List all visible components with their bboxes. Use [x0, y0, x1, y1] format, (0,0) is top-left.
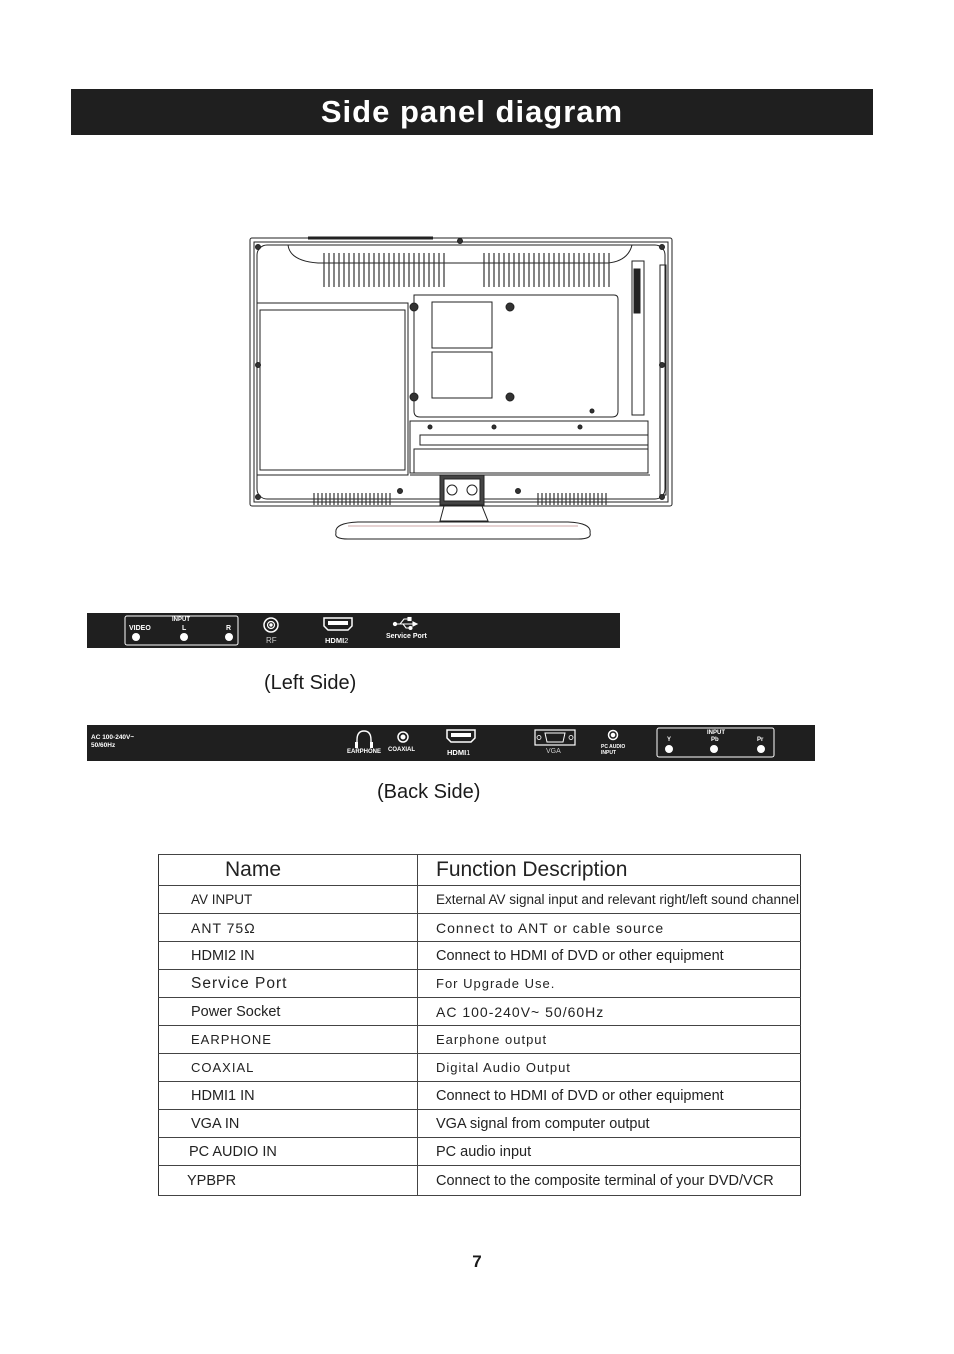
- coaxial-label: COAXIAL: [388, 747, 415, 753]
- row-name: ANT 75Ω: [159, 914, 418, 942]
- audio-l-jack-icon: [181, 634, 188, 641]
- audio-l-label: L: [182, 625, 187, 632]
- row-name: Power Socket: [159, 998, 418, 1026]
- earphone-label: EARPHONE: [347, 749, 382, 755]
- audio-r-jack-icon: [226, 634, 233, 641]
- row-desc: PC audio input: [418, 1138, 801, 1166]
- function-table: [158, 854, 801, 1196]
- row-desc: AC 100-240V~ 50/60Hz: [418, 998, 801, 1026]
- earphone-icon: [357, 731, 371, 745]
- table-row: [159, 1026, 801, 1054]
- row-name: HDMI2 IN: [159, 942, 418, 970]
- header-name: Name: [159, 855, 418, 886]
- rf-label: RF: [266, 636, 277, 645]
- left-side-caption: (Left Side): [264, 672, 357, 694]
- left-side-panel: [87, 613, 620, 648]
- row-desc: For Upgrade Use.: [418, 970, 801, 998]
- row-desc: Earphone output: [418, 1026, 801, 1054]
- table-row: [159, 942, 801, 970]
- pb-label: Pb: [711, 737, 719, 743]
- ac-rating-line2: 50/60Hz: [91, 742, 116, 749]
- row-desc: VGA signal from computer output: [418, 1110, 801, 1138]
- table-row: [159, 886, 801, 914]
- row-name: VGA IN: [159, 1110, 418, 1138]
- table-row: [159, 1138, 801, 1166]
- row-name: AV INPUT: [159, 886, 418, 914]
- row-name: PC AUDIO IN: [159, 1138, 418, 1166]
- row-desc: Connect to ANT or cable source: [418, 914, 801, 942]
- y-label: Y: [667, 737, 672, 743]
- row-desc: External AV signal input and relevant right/left sound channel: [418, 886, 801, 914]
- pc-audio-label-line2: INPUT: [601, 750, 616, 756]
- pb-jack-icon: [711, 746, 718, 753]
- left-input-label: INPUT: [172, 617, 190, 623]
- audio-r-label: R: [226, 625, 232, 632]
- table-header-row: [159, 855, 801, 886]
- title-bar: [71, 89, 873, 135]
- row-desc: Digital Audio Output: [418, 1054, 801, 1082]
- page-number: 7: [472, 1252, 482, 1271]
- vga-label: VGA: [546, 748, 561, 755]
- row-name: YPBPR: [159, 1166, 418, 1196]
- row-name: HDMI1 IN: [159, 1082, 418, 1110]
- pr-label: Pr: [757, 737, 764, 743]
- row-name: Service Port: [159, 970, 418, 998]
- table-row: [159, 1110, 801, 1138]
- table-row: [159, 1082, 801, 1110]
- video-jack-icon: [133, 634, 140, 641]
- video-label: VIDEO: [129, 625, 151, 632]
- y-jack-icon: [666, 746, 673, 753]
- pr-jack-icon: [758, 746, 765, 753]
- page-title: Side panel diagram: [320, 94, 624, 129]
- row-desc: Connect to HDMI of DVD or other equipment: [418, 942, 801, 970]
- table-row: [159, 998, 801, 1026]
- hdmi2-label: HDMI2: [325, 636, 349, 645]
- row-name: EARPHONE: [159, 1026, 418, 1054]
- hdmi1-label: HDMI1: [447, 748, 471, 757]
- ac-rating-line1: AC 100-240V~: [91, 734, 135, 741]
- header-description: Function Description: [418, 855, 801, 886]
- back-side-panel: [87, 725, 815, 761]
- service-port-label: Service Port: [386, 633, 427, 640]
- back-side-caption: (Back Side): [377, 781, 481, 803]
- table-row: [159, 970, 801, 998]
- row-name: COAXIAL: [159, 1054, 418, 1082]
- usb-icon: [393, 618, 417, 630]
- table-row: [159, 1166, 801, 1196]
- row-desc: Connect to the composite terminal of your DVD/VCR: [418, 1166, 801, 1196]
- table-row: [159, 914, 801, 942]
- table-row: [159, 1054, 801, 1082]
- tv-rear-illustration: [248, 235, 676, 543]
- pc-audio-label-line1: PC AUDIO: [601, 744, 626, 750]
- back-input-label: INPUT: [707, 730, 725, 736]
- row-desc: Connect to HDMI of DVD or other equipment: [418, 1082, 801, 1110]
